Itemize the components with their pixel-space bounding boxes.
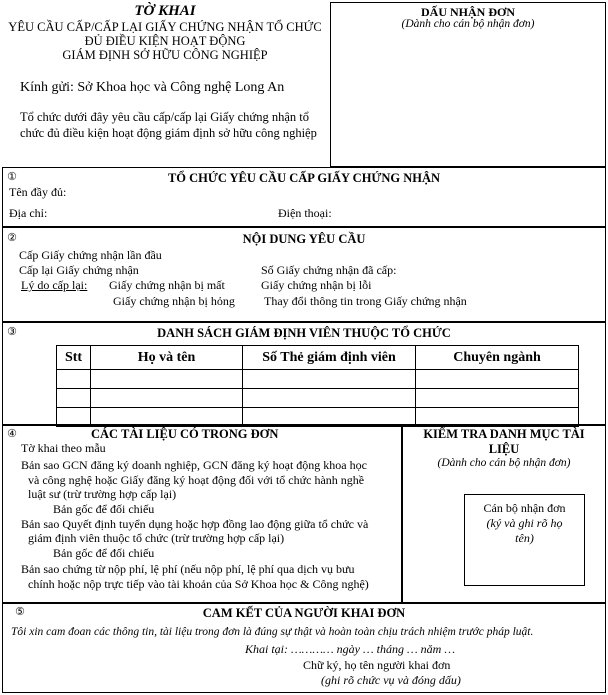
doc-declaration[interactable]: Tờ khai theo mẫu — [21, 441, 106, 455]
form-subtitle-line-1: YÊU CẦU CẤP/CẤP LẠI GIẤY CHỨNG NHẬN TỔ CHỨC — [8, 20, 322, 34]
table-row[interactable] — [57, 408, 579, 427]
reason-damaged[interactable]: Giấy chứng nhận bị hỏng — [113, 294, 235, 308]
section-5-number: ⑤ — [15, 605, 25, 618]
doc-business-registration-cont: và công nghệ hoặc Giấy đăng ký hoạt động đối với tổ chức hành nghề — [28, 473, 365, 487]
doc-original-1[interactable]: Bản gốc để đối chiếu — [53, 502, 155, 516]
table-row[interactable] — [57, 389, 579, 408]
section-5-title: CAM KẾT CỦA NGƯỜI KHAI ĐƠN — [202, 606, 406, 620]
reason-error[interactable]: Giấy chứng nhận bị lỗi — [261, 278, 372, 292]
form-subtitle-line-3: GIÁM ĐỊNH SỞ HỮU CÔNG NGHIỆP — [62, 48, 268, 62]
table-row[interactable] — [57, 370, 579, 389]
checklist-title-line-1: KIỂM TRA DANH MỤC TÀI — [423, 427, 585, 441]
column-stt: Stt — [57, 346, 91, 370]
section-1-number: ① — [7, 170, 17, 183]
phone-label: Điện thoại: — [278, 206, 332, 220]
column-specialty: Chuyên ngành — [416, 346, 579, 370]
section-4-documents — [2, 425, 402, 603]
stamp-box-note: (Dành cho cán bộ nhận đơn) — [401, 18, 535, 30]
form-subtitle-line-2: ĐỦ ĐIỀU KIỆN HOẠT ĐỘNG — [84, 34, 246, 48]
signature-label: Chữ ký, họ tên người khai đơn — [303, 658, 451, 672]
intro-line-1: Tổ chức dưới đây yêu cầu cấp/cấp lại Giấy chứng nhận tổ — [20, 110, 309, 124]
checklist-box — [402, 425, 606, 603]
section-3-number: ③ — [7, 325, 17, 338]
officer-label: Cán bộ nhận đơn — [483, 501, 566, 515]
recipient-line: Kính gửi: Sở Khoa học và Công nghệ Long An — [20, 80, 285, 95]
officer-note-line-2: tên) — [515, 531, 534, 545]
column-full-name: Họ và tên — [91, 346, 243, 370]
assessor-table-header — [57, 346, 579, 370]
doc-original-2[interactable]: Bản gốc để đối chiếu — [53, 546, 155, 560]
full-name-label: Tên đầy đủ: — [9, 185, 67, 199]
form-title: TỜ KHAI — [134, 3, 196, 19]
intro-line-2: chức đủ điều kiện hoạt động giám định sở hữu công nghiệp — [20, 126, 317, 140]
address-label: Địa chỉ: — [9, 206, 48, 220]
section-4-title: CÁC TÀI LIỆU CÓ TRONG ĐƠN — [91, 427, 279, 441]
doc-employment-decision-cont: giám định viên thuộc tổ chức (trừ trường hợp cấp lại) — [28, 531, 285, 545]
assessor-table — [56, 345, 579, 427]
section-1-organization — [2, 167, 606, 227]
checklist-title-line-2: LIỆU — [488, 442, 520, 456]
doc-employment-decision[interactable]: Bản sao Quyết định tuyển dụng hoặc hợp đồng lao động giữa tổ chức và — [21, 517, 369, 531]
stamp-box — [330, 2, 606, 167]
doc-fee-receipt[interactable]: Bản sao chứng từ nộp phí, lệ phí (nếu nộp phí, lệ phí qua dịch vụ bưu — [21, 562, 355, 576]
doc-business-registration[interactable]: Bản sao GCN đăng ký doanh nghiệp, GCN đăng ký hoạt động khoa học — [21, 458, 367, 472]
officer-note-line-1: (ký và ghi rõ họ — [486, 516, 563, 530]
commitment-statement: Tôi xin cam đoan các thông tin, tài liệu trong đơn là đúng sự thật và hoàn toàn chịu trách nhiệm trước pháp luật. — [11, 626, 534, 638]
section-2-request — [2, 227, 606, 322]
column-card-number: Số Thẻ giám định viên — [243, 346, 416, 370]
reason-info-change[interactable]: Thay đổi thông tin trong Giấy chứng nhận — [264, 294, 467, 308]
checklist-note: (Dành cho cán bộ nhận đơn) — [437, 457, 571, 469]
section-3-title: DANH SÁCH GIÁM ĐỊNH VIÊN THUỘC TỔ CHỨC — [157, 326, 451, 340]
section-1-title: TỔ CHỨC YÊU CẦU CẤP GIẤY CHỨNG NHẬN — [167, 171, 441, 185]
section-4-number: ④ — [7, 427, 17, 440]
reason-lost[interactable]: Giấy chứng nhận bị mất — [109, 278, 225, 292]
stamp-box-title: DẤU NHẬN ĐƠN — [421, 5, 515, 19]
officer-signature-box[interactable] — [464, 494, 585, 586]
certificate-number-label: Số Giấy chứng nhận đã cấp: — [261, 263, 397, 277]
section-5-commitment — [2, 603, 606, 693]
reissue-reason-label: Lý do cấp lại: — [21, 278, 88, 292]
section-2-number: ② — [7, 231, 17, 244]
section-2-title: NỘI DUNG YÊU CẦU — [242, 232, 366, 246]
signature-note: (ghi rõ chức vụ và đóng dấu) — [321, 673, 461, 687]
doc-business-registration-cont2: luật sư (trừ trường hợp cấp lại) — [28, 487, 177, 501]
option-first-issue[interactable]: Cấp Giấy chứng nhận lần đầu — [19, 248, 162, 262]
place-date-line[interactable]: Khai tại: ………… ngày … tháng … năm … — [245, 642, 456, 656]
doc-fee-receipt-cont: chính hoặc nộp trực tiếp vào tài khoản của Sở Khoa học & Công nghệ) — [28, 577, 369, 591]
option-reissue[interactable]: Cấp lại Giấy chứng nhận — [19, 263, 139, 277]
